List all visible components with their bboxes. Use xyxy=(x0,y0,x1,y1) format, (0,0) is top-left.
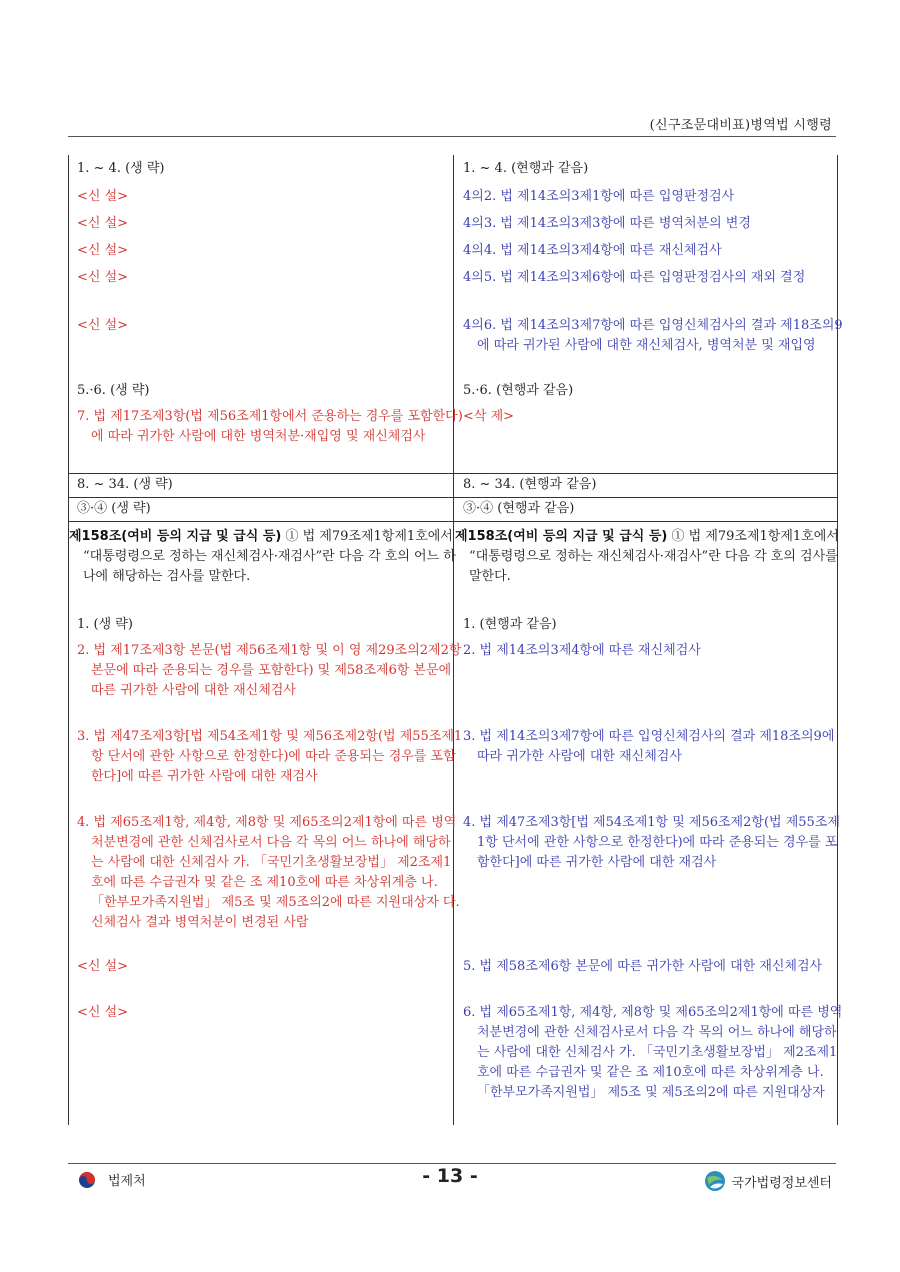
left-item-2: 2. 법 제17조제3항 본문(법 제56조제1항 및 이 영 제29조의2제2항 본문에 따라 준용되는 경우를 포함한다) 및 제58조제6항 본문에 따른 귀가한 사람에 대한 재신체검사 xyxy=(77,643,462,698)
left-article-158 xyxy=(69,527,465,587)
left-row-5: <신 설> xyxy=(77,270,129,285)
left-row-6: <신 설> xyxy=(77,318,129,333)
right-article-body: ① 법 제79조제1항제1호에서 “대통령령으로 정하는 재신체검사·재검사”란 다음 각 호의 검사를 말한다. xyxy=(469,529,839,584)
right-item-6: 6. 법 제65조제1항, 제4항, 제8항 및 제65조의2제1항에 따른 병역처분변경에 관한 신체검사로서 다음 각 목의 어느 하나에 해당하는 사람에 대한 신체검사 가. 「국민기초생활보장법」 제2조제1호에 따른 수급권자 및 같은 조 제10호에 따른 차상위계층 나. 「한부모가족지원법」 제5조 및 제5조의2에 따른 지원대상자 xyxy=(463,1005,843,1100)
right-row-3: 4의3. 법 제14조의3제3항에 따른 병역처분의 변경 xyxy=(463,216,751,231)
right-item-2: 2. 법 제14조의3제4항에 따른 재신체검사 xyxy=(463,643,701,658)
right-row-4: 4의4. 법 제14조의3제4항에 따른 재신체검사 xyxy=(463,243,722,258)
comparison-table xyxy=(68,155,843,1125)
left-row-7: 5.·6. (생 략) xyxy=(77,383,150,398)
left-item-6: <신 설> xyxy=(77,1005,129,1020)
left-item-4: 4. 법 제65조제1항, 제4항, 제8항 및 제65조의2제1항에 따른 병역처분변경에 관한 신체검사로서 다음 각 목의 어느 하나에 해당하는 사람에 대한 신체검사 가. 「국민기초생활보장법」 제2조제1호에 따른 수급권자 및 같은 조 제10호에 따른 차상위계층 나. 「한부모가족지원법」 제5조 및 제5조의2에 따른 지원대상자 다. 신체검사 결과 병역처분이 변경된 사람 xyxy=(77,815,460,930)
section-divider xyxy=(69,521,837,522)
footer-ministry: 법제처 xyxy=(108,1174,146,1189)
left-row-3: <신 설> xyxy=(77,216,129,231)
left-article-title: 제158조(여비 등의 지급 및 급식 등) xyxy=(69,529,282,544)
right-row-10: ③·④ (현행과 같음) xyxy=(463,501,575,516)
right-row-2: 4의2. 법 제14조의3제1항에 따른 입영판정검사 xyxy=(463,189,735,204)
right-row-7: 5.·6. (현행과 같음) xyxy=(463,383,574,398)
left-item-3: 3. 법 제47조제3항[법 제54조제1항 및 제56조제2항(법 제55조제1항 단서에 관한 사항으로 한정한다)에 따라 준용되는 경우를 포함한다]에 따른 귀가한 사람에 대한 재검사 xyxy=(77,729,463,784)
right-row-6: 4의6. 법 제14조의3제7항에 따른 입영신체검사의 결과 제18조의9에 따라 귀가된 사람에 대한 재신체검사, 병역처분 및 재입영 xyxy=(463,318,843,353)
footer-divider xyxy=(68,1163,836,1164)
left-row-1: 1. ~ 4. (생 략) xyxy=(77,161,165,176)
right-article-158 xyxy=(455,527,847,587)
right-row-8: <삭 제> xyxy=(463,409,515,424)
right-item-5: 5. 법 제58조제6항 본문에 따른 귀가한 사람에 대한 재신체검사 xyxy=(463,959,823,974)
page-number: - 13 - xyxy=(422,1165,478,1187)
footer-right xyxy=(704,1170,832,1192)
left-item-5: <신 설> xyxy=(77,959,129,974)
right-row-5: 4의5. 법 제14조의3제6항에 따른 입영판정검사의 재외 결정 xyxy=(463,270,806,285)
left-row-10: ③·④ (생 략) xyxy=(77,501,151,516)
left-row-2: <신 설> xyxy=(77,189,129,204)
left-article-body: ① 법 제79조제1항제1호에서 “대통령령으로 정하는 재신체검사·재검사”란 다음 각 호의 어느 하나에 해당하는 검사를 말한다. xyxy=(83,529,456,584)
row-divider xyxy=(69,497,837,498)
header-divider xyxy=(68,136,836,137)
left-row-8: 7. 법 제17조제3항(법 제56조제1항에서 준용하는 경우를 포함한다)에 따라 귀가한 사람에 대한 병역처분·재입영 및 재신체검사 xyxy=(77,409,463,444)
left-row-4: <신 설> xyxy=(77,243,129,258)
footer-center-name: 국가법령정보센터 xyxy=(731,1175,832,1191)
right-row-9: 8. ~ 34. (현행과 같음) xyxy=(463,477,597,492)
right-article-title: 제158조(여비 등의 지급 및 급식 등) xyxy=(455,529,668,544)
row-divider xyxy=(69,473,837,474)
right-item-1: 1. (현행과 같음) xyxy=(463,617,557,632)
right-row-1: 1. ~ 4. (현행과 같음) xyxy=(463,161,589,176)
right-item-3: 3. 법 제14조의3제7항에 따른 입영신체검사의 결과 제18조의9에 따라 귀가한 사람에 대한 재신체검사 xyxy=(463,729,835,764)
column-divider xyxy=(453,155,454,1125)
left-item-1: 1. (생 략) xyxy=(77,617,133,632)
right-item-4: 4. 법 제47조제3항[법 제54조제1항 및 제56조제2항(법 제55조제1항 단서에 관한 사항으로 한정한다)에 따라 준용되는 경우를 포함한다]에 따른 귀가한 사람에 대한 재검사 xyxy=(463,815,840,870)
document-title: (신구조문대비표)병역법 시행령 xyxy=(649,118,832,133)
globe-logo-icon xyxy=(704,1170,726,1192)
left-row-9: 8. ~ 34. (생 략) xyxy=(77,477,173,492)
